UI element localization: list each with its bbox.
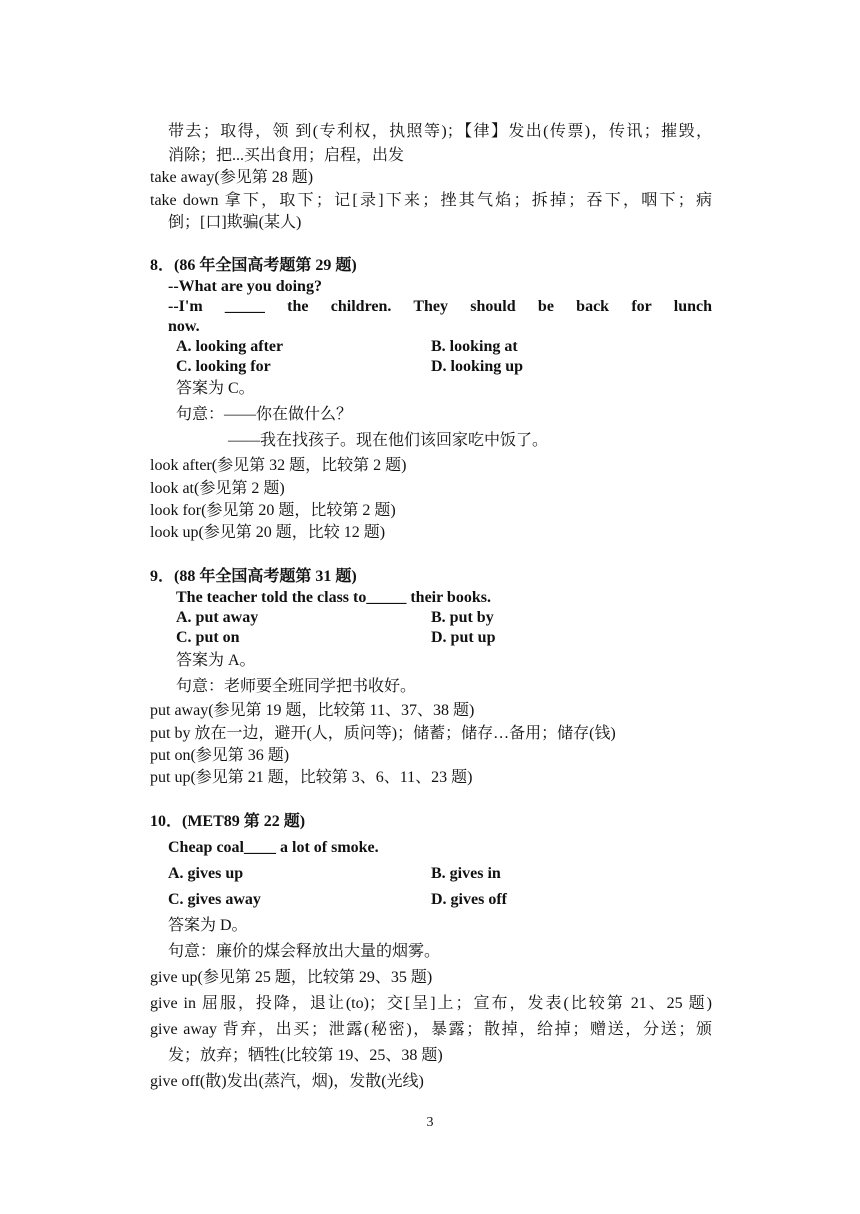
- question-title: 9．(88 年全国高考题第 31 题): [150, 568, 357, 585]
- question-dialog: --I'm _____ the children. They should be back for lunch: [168, 298, 712, 315]
- definition-line: 带去；取得，领 到(专利权，执照等)；【律】发出(传票)，传讯；摧毁，: [168, 123, 712, 140]
- phrase-note: put on(参见第 36 题): [150, 747, 290, 764]
- phrase-note: 倒；[口]欺骗(某人): [168, 214, 302, 231]
- phrase-note: look for(参见第 20 题，比较第 2 题): [150, 502, 396, 519]
- phrase-note: look up(参见第 20 题，比较 12 题): [150, 524, 386, 541]
- option-a: A. gives up: [168, 865, 244, 882]
- phrase-note: give off(散)发出(蒸汽，烟)，发散(光线): [150, 1073, 424, 1090]
- meaning-text: 句意：廉价的煤会释放出大量的烟雾。: [168, 943, 441, 960]
- phrase-note: give in 屈服，投降，退让(to)；交[呈]上；宣布，发表(比较第 21、25 题): [150, 995, 712, 1012]
- option-d: D. looking up: [431, 358, 524, 375]
- answer-text: 答案为 D。: [168, 917, 248, 934]
- option-b: B. gives in: [431, 865, 501, 882]
- question-title: 8．(86 年全国高考题第 29 题): [150, 257, 357, 274]
- option-d: D. gives off: [431, 891, 507, 908]
- phrase-note: 发；放弃；牺牲(比较第 19、25、38 题): [168, 1047, 443, 1064]
- answer-text: 答案为 A。: [176, 652, 256, 669]
- question-dialog: now.: [168, 318, 200, 335]
- question-text: The teacher told the class to_____ their books.: [176, 589, 491, 606]
- phrase-note: take down 拿下，取下；记[录]下来；挫其气焰；拆掉；吞下，咽下；病: [150, 192, 712, 209]
- page-number: 3: [426, 1115, 434, 1130]
- option-c: C. looking for: [176, 358, 271, 375]
- phrase-note: give away 背弃，出买；泄露(秘密)，暴露；散掉，给掉；赠送，分送；颁: [150, 1021, 712, 1038]
- option-a: A. looking after: [176, 338, 284, 355]
- answer-text: 答案为 C。: [176, 380, 255, 397]
- option-a: A. put away: [176, 609, 259, 626]
- phrase-note: look at(参见第 2 题): [150, 480, 285, 497]
- meaning-text: ——我在找孩子。现在他们该回家吃中饭了。: [228, 432, 549, 449]
- option-b: B. looking at: [431, 338, 518, 355]
- meaning-text: 句意：——你在做什么？: [176, 406, 353, 423]
- phrase-note: give up(参见第 25 题，比较第 29、35 题): [150, 969, 433, 986]
- question-dialog: --What are you doing?: [168, 278, 322, 295]
- phrase-note: put away(参见第 19 题，比较第 11、37、38 题): [150, 702, 475, 719]
- question-title: 10．(MET89 第 22 题): [150, 813, 306, 830]
- question-text: Cheap coal____ a lot of smoke.: [168, 839, 379, 856]
- phrase-note: put up(参见第 21 题，比较第 3、6、11、23 题): [150, 769, 473, 786]
- option-d: D. put up: [431, 629, 496, 646]
- option-c: C. put on: [176, 629, 240, 646]
- phrase-note: look after(参见第 32 题，比较第 2 题): [150, 457, 407, 474]
- phrase-note: take away(参见第 28 题): [150, 169, 314, 186]
- meaning-text: 句意：老师要全班同学把书收好。: [176, 678, 417, 695]
- definition-line: 消除；把...买出食用；启程，出发: [168, 147, 405, 164]
- option-c: C. gives away: [168, 891, 261, 908]
- phrase-note: put by 放在一边，避开(人，质问等)；储蓄；储存…备用；储存(钱): [150, 725, 616, 742]
- option-b: B. put by: [431, 609, 494, 626]
